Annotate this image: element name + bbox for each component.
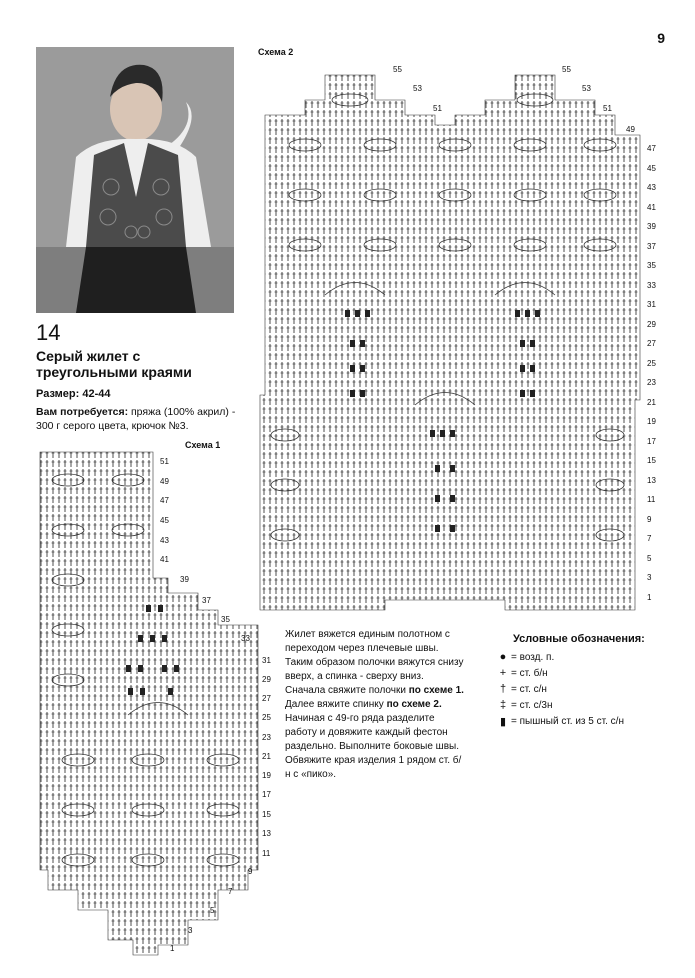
scheme2-label: Схема 2 [258,47,294,57]
scheme2-row-number: 19 [647,417,656,426]
legend-item [495,649,685,665]
scheme1-row-number: 27 [262,694,271,703]
scheme1-row-number: 23 [262,733,271,742]
size-line: Размер: 42-44 [36,388,111,400]
scheme2-row-number: 41 [647,202,656,212]
scheme2-row-number: 13 [647,475,656,485]
scheme1-row-number: 7 [228,887,233,896]
legend-text: = ст. с/3н [511,699,553,711]
scheme2-row-number: 43 [647,183,656,192]
legend-title: Условные обозначения: [513,633,645,645]
scheme1-row-number: 25 [262,713,271,722]
scheme2-row-number: 33 [647,280,656,290]
scheme2-row-number: 3 [647,573,652,582]
scheme1-row-number: 19 [262,771,271,780]
legend-text: = возд. п. [511,651,555,663]
puff-stitch-icon: ▮ [499,715,507,728]
single-crochet-icon: + [499,667,507,679]
scheme2-chart [255,55,680,615]
scheme2-top-row: 53 [413,84,422,93]
scheme2-row-number: 45 [647,163,656,173]
model-photo [36,47,234,313]
scheme1-row-number: 35 [221,615,230,624]
scheme1-row-number: 1 [170,944,175,953]
scheme2-top-row: 53 [582,84,591,93]
scheme2-row-number: 15 [647,456,656,465]
scheme1-label: Схема 1 [185,440,221,450]
legend-item [495,697,685,713]
chain-stitch-icon: ● [499,651,507,663]
instructions-part2: Далее вяжите спинку [285,699,387,710]
scheme2-row-number: 47 [647,144,656,153]
legend-text: = пышный ст. из 5 ст. с/н [511,715,624,727]
scheme1-chart [38,450,278,958]
instructions [285,628,465,782]
scheme2-row-number: 17 [647,436,656,446]
scheme2-row-number: 5 [647,553,652,563]
scheme2-row-number: 11 [647,495,656,504]
materials-lead: Вам потребуется: [36,406,129,418]
scheme1-row-number: 51 [160,457,169,466]
scheme2-row-number: 49 [626,125,635,134]
pattern-title: Серый жилет с треугольными краями [36,348,192,380]
scheme1-row-number: 29 [262,675,271,684]
scheme1-row-number: 43 [160,536,169,545]
scheme1-row-number: 3 [188,926,193,935]
scheme1-row-number: 49 [160,477,169,486]
scheme2-row-number: 7 [647,534,652,543]
scheme1-row-number: 13 [262,829,271,838]
instructions-part1: Жилет вяжется единым полотном с переходом через плечевые швы. Таким образом полочки вяжутся снизу вверх, а спинка - сверху вниз. Сначала свяжите полочки [285,629,464,696]
page-number: 9 [657,30,665,46]
scheme1-row-number: 41 [160,555,169,564]
scheme1-row-number: 17 [262,790,271,799]
scheme1-row-number: 39 [180,575,189,584]
legend-text: = ст. б/н [511,667,548,679]
scheme2-top-row: 55 [562,65,571,74]
scheme1-row-number: 33 [241,634,250,643]
scheme1-row-number: 47 [160,496,169,505]
scheme2-row-number: 21 [647,397,656,407]
instructions-part3: Начиная с 49-го ряда разделите работу и довяжите каждый фестон раздельно. Выполните боковые швы. Обвяжите края изделия 1 рядом ст. б/н с «пико». [285,713,462,780]
legend-item [495,665,685,681]
scheme2-top-row: 51 [603,104,612,113]
materials-text: пряжа (100% акрил) - 300 г серого цвета, крючок №3. [36,406,236,432]
scheme2-row-number: 1 [647,592,652,602]
scheme1-row-number: 45 [160,516,169,525]
scheme1-row-number: 5 [210,906,215,915]
materials-line [36,405,241,433]
legend-item [495,713,685,729]
scheme2-row-number: 35 [647,261,656,270]
scheme1-row-number: 11 [262,849,271,858]
scheme2-row-number: 31 [647,300,656,309]
scheme2-row-number: 25 [647,358,656,368]
scheme2-row-number: 29 [647,319,656,329]
scheme1-row-number: 15 [262,810,271,819]
scheme2-top-row: 55 [393,65,402,74]
double-crochet-icon: † [499,683,507,695]
legend-text: = ст. с/н [511,683,547,695]
scheme1-row-number: 31 [262,656,271,665]
legend-item [495,681,685,697]
scheme2-row-number: 9 [647,514,652,524]
pattern-number: 14 [36,320,61,345]
instructions-scheme1: по схеме 1. [408,685,464,696]
scheme2-top-row: 51 [433,104,442,113]
scheme1-row-number: 9 [248,867,253,876]
instructions-scheme2: по схеме 2. [386,699,442,710]
scheme2-row-number: 39 [647,222,656,231]
scheme2-row-number: 27 [647,339,656,348]
scheme1-row-number: 37 [202,596,211,605]
scheme2-row-number: 37 [647,241,656,251]
scheme1-row-number: 21 [262,752,271,761]
legend [495,633,685,729]
scheme2-row-number: 23 [647,378,656,387]
triple-crochet-icon: ‡ [499,699,507,711]
